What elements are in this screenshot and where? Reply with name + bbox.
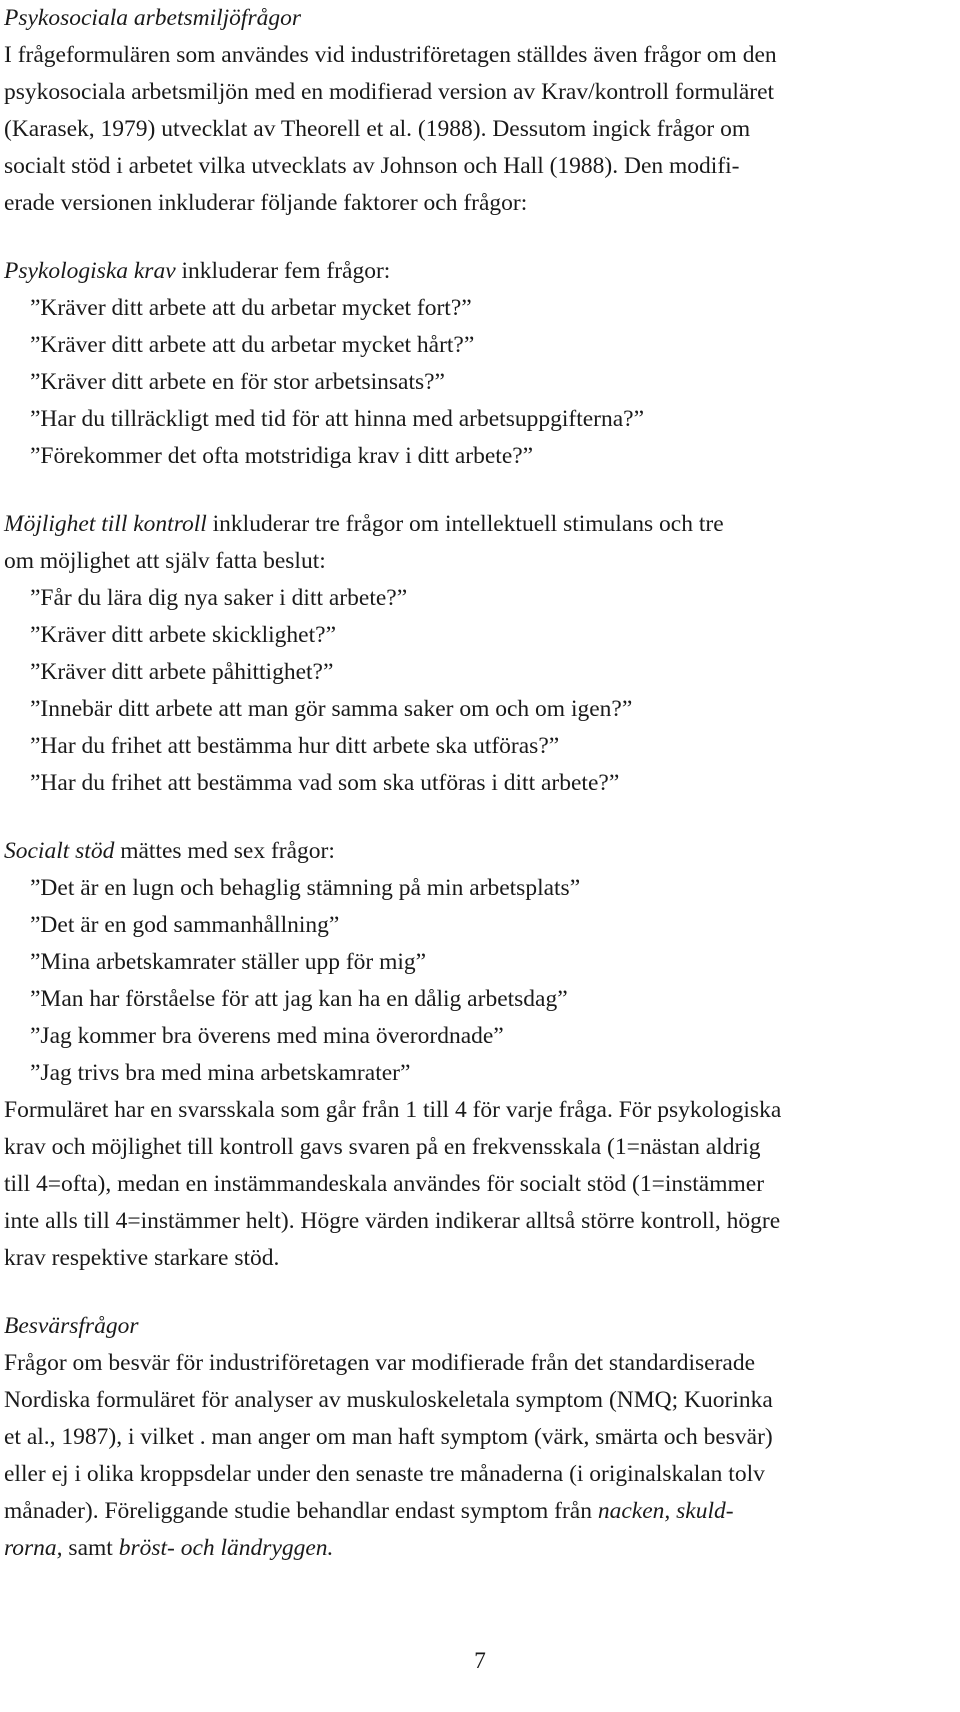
page-number: 7 bbox=[474, 1648, 486, 1674]
krav-intro bbox=[4, 253, 954, 290]
paragraph-line: I frågeformulären som användes vid industriföretagen ställdes även frågor om den bbox=[4, 42, 777, 68]
document-page bbox=[4, 0, 954, 1567]
paragraph-line: krav respektive starkare stöd. bbox=[4, 1245, 280, 1271]
kontroll-question: ”Får du lära dig nya saker i ditt arbete?” bbox=[30, 585, 408, 611]
paragraph-line: socialt stöd i arbetet vilka utvecklats av Johnson och Hall (1988). Den modifi- bbox=[4, 153, 740, 179]
paragraph-line bbox=[4, 1530, 954, 1567]
stod-statement: ”Det är en god sammanhållning” bbox=[30, 912, 340, 938]
kontroll-intro-text: inkluderar tre frågor om intellektuell stimulans och tre bbox=[206, 511, 724, 537]
section-heading-besvarsfragor: Besvärsfrågor bbox=[4, 1313, 139, 1339]
stod-intro-text: mättes med sex frågor: bbox=[114, 838, 335, 864]
italic-body-part: rorna, bbox=[4, 1535, 63, 1561]
stod-statement: ”Jag trivs bra med mina arbetskamrater” bbox=[30, 1060, 411, 1086]
paragraph-line: till 4=ofta), medan en instämmandeskala användes för socialt stöd (1=instämmer bbox=[4, 1171, 765, 1197]
kontroll-question: ”Kräver ditt arbete påhittighet?” bbox=[30, 659, 334, 685]
paragraph-line: Nordiska formuläret för analyser av muskuloskeletala symptom (NMQ; Kuorinka bbox=[4, 1387, 773, 1413]
italic-body-part: nacken, skuld- bbox=[597, 1498, 734, 1524]
paragraph-line: Formuläret har en svarsskala som går från 1 till 4 för varje fråga. För psykologiska bbox=[4, 1097, 782, 1123]
paragraph-line: erade versionen inkluderar följande faktorer och frågor: bbox=[4, 190, 528, 216]
paragraph-line: Frågor om besvär för industriföretagen var modifierade från det standardiserade bbox=[4, 1350, 756, 1376]
kontroll-question: ”Har du frihet att bestämma hur ditt arbete ska utföras?” bbox=[30, 733, 560, 759]
krav-term: Psykologiska krav bbox=[4, 258, 176, 284]
stod-statement: ”Mina arbetskamrater ställer upp för mig” bbox=[30, 949, 427, 975]
line-text: månader). Föreliggande studie behandlar endast symptom från bbox=[4, 1498, 598, 1524]
kontroll-question: ”Innebär ditt arbete att man gör samma saker om och om igen?” bbox=[30, 696, 633, 722]
krav-question: ”Kräver ditt arbete en för stor arbetsinsats?” bbox=[30, 369, 445, 395]
krav-question: ”Kräver ditt arbete att du arbetar mycket hårt?” bbox=[30, 332, 475, 358]
paragraph-line: inte alls till 4=instämmer helt). Högre värden indikerar alltså större kontroll, högre bbox=[4, 1208, 781, 1234]
kontroll-intro-line2: om möjlighet att själv fatta beslut: bbox=[4, 548, 326, 574]
section-heading-psykosociala: Psykosociala arbetsmiljöfrågor bbox=[4, 5, 301, 31]
kontroll-term: Möjlighet till kontroll bbox=[4, 511, 207, 537]
kontroll-question: ”Har du frihet att bestämma vad som ska utföras i ditt arbete?” bbox=[30, 770, 620, 796]
kontroll-intro bbox=[4, 506, 954, 543]
stod-statement: ”Det är en lugn och behaglig stämning på min arbetsplats” bbox=[30, 875, 581, 901]
kontroll-question: ”Kräver ditt arbete skicklighet?” bbox=[30, 622, 337, 648]
stod-statement: ”Man har förståelse för att jag kan ha en dålig arbetsdag” bbox=[30, 986, 568, 1012]
paragraph-line: psykosociala arbetsmiljön med en modifierad version av Krav/kontroll formuläret bbox=[4, 79, 775, 105]
krav-question: ”Förekommer det ofta motstridiga krav i ditt arbete?” bbox=[30, 443, 534, 469]
stod-term: Socialt stöd bbox=[4, 838, 115, 864]
paragraph-line: krav och möjlighet till kontroll gavs svaren på en frekvensskala (1=nästan aldrig bbox=[4, 1134, 761, 1160]
paragraph-line bbox=[4, 1493, 954, 1530]
paragraph-line: et al., 1987), i vilket . man anger om man haft symptom (värk, smärta och besvär) bbox=[4, 1424, 773, 1450]
stod-statement: ”Jag kommer bra överens med mina överordnade” bbox=[30, 1023, 504, 1049]
krav-question: ”Kräver ditt arbete att du arbetar mycket fort?” bbox=[30, 295, 472, 321]
line-text: samt bbox=[62, 1535, 119, 1561]
paragraph-line: eller ej i olika kroppsdelar under den senaste tre månaderna (i originalskalan tolv bbox=[4, 1461, 765, 1487]
krav-intro-text: inkluderar fem frågor: bbox=[175, 258, 391, 284]
stod-intro bbox=[4, 833, 954, 870]
italic-body-part: bröst- och ländryggen. bbox=[118, 1535, 334, 1561]
krav-question: ”Har du tillräckligt med tid för att hinna med arbetsuppgifterna?” bbox=[30, 406, 645, 432]
paragraph-line: (Karasek, 1979) utvecklat av Theorell et al. (1988). Dessutom ingick frågor om bbox=[4, 116, 751, 142]
